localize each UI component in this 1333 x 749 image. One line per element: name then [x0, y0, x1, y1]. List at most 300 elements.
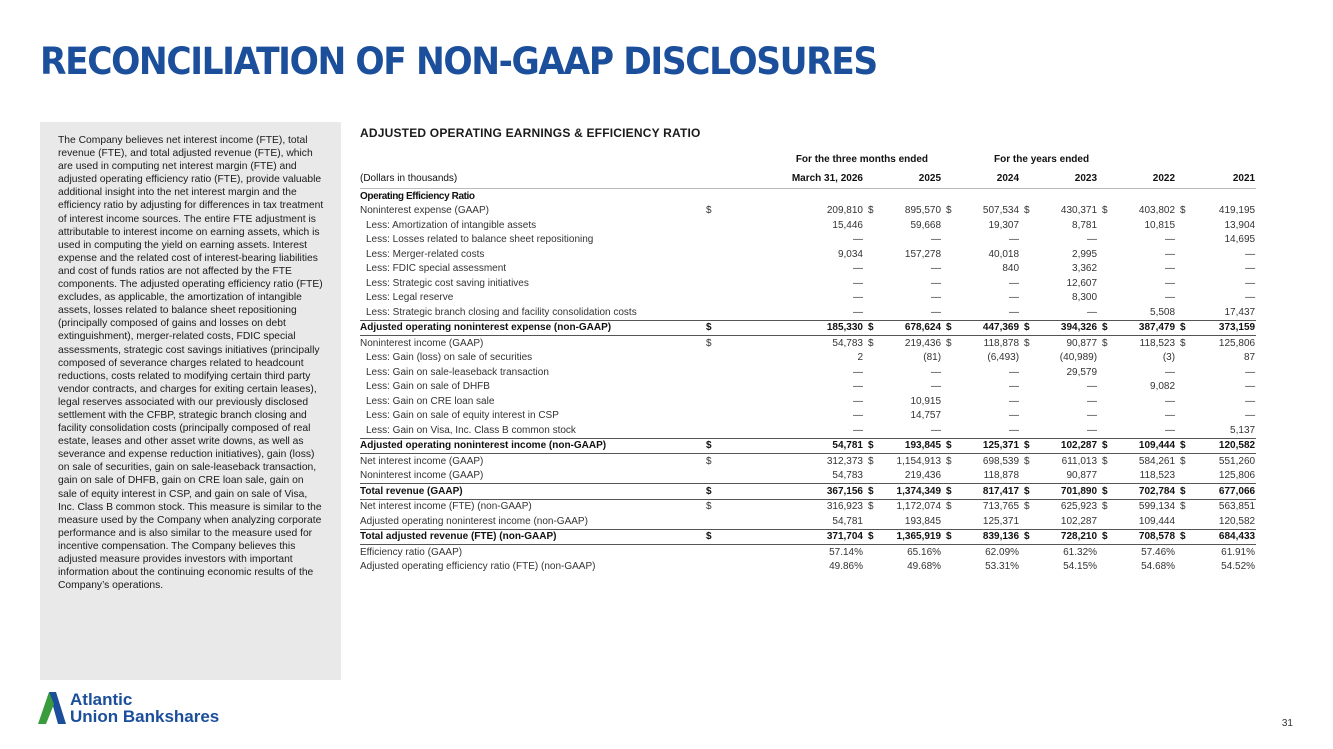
dollar-sign: $: [1102, 455, 1108, 467]
dollar-sign: [942, 233, 956, 248]
dollar-sign: $: [1098, 529, 1112, 545]
cell-value: 8,781: [1072, 219, 1098, 231]
row-label: Total adjusted revenue (FTE) (non-GAAP): [360, 529, 702, 545]
cell-value: 563,851: [1218, 501, 1256, 513]
cell-value: (40,989): [1059, 352, 1098, 364]
dollar-sign: $: [702, 320, 718, 336]
cell-value: 54.15%: [1063, 561, 1098, 573]
row-label: Adjusted operating noninterest expense (non-GAAP): [360, 320, 702, 336]
dollar-sign: [1020, 351, 1034, 366]
cell-value: 551,260: [1218, 455, 1256, 467]
cell-value: 57.46%: [1141, 546, 1176, 558]
cell-value: 371,704: [718, 529, 864, 545]
row-label: Adjusted operating noninterest income (non-GAAP): [360, 438, 702, 454]
table-row: [360, 204, 1256, 219]
dollar-sign: [942, 276, 956, 291]
dollar-sign: $: [868, 455, 874, 467]
row-label: Less: Amortization of intangible assets: [366, 219, 537, 231]
cell-value: —: [931, 263, 942, 275]
cell-value: 125,806: [1190, 469, 1256, 484]
cell-value: 13,904: [1224, 219, 1256, 231]
cell-value: 109,444: [1112, 514, 1176, 529]
cell-value: —: [956, 423, 1020, 438]
dollar-sign: [1020, 247, 1034, 262]
dollar-sign: [1020, 233, 1034, 248]
dollar-sign: [864, 560, 878, 575]
table-row: [360, 469, 1256, 484]
dollar-sign: [942, 351, 956, 366]
cell-value: 219,436: [904, 337, 942, 349]
dollar-sign: [702, 291, 718, 306]
dollar-sign: [1176, 233, 1190, 248]
row-label: Less: Merger-related costs: [366, 248, 485, 260]
dollar-sign: [702, 262, 718, 277]
table-row: [360, 365, 1256, 380]
dollar-sign: [1020, 276, 1034, 291]
cell-value: 817,417: [956, 484, 1020, 500]
dollar-sign: [1176, 409, 1190, 424]
dollar-sign: [864, 409, 878, 424]
cell-value: —: [878, 305, 942, 320]
cell-value: 2: [857, 352, 863, 364]
row-label: Less: Legal reserve: [366, 292, 454, 304]
dollar-sign: [702, 423, 718, 438]
table-row: [360, 438, 1256, 454]
cell-value: —: [956, 305, 1020, 320]
row-label: Adjusted operating noninterest income (non-GAAP): [360, 514, 702, 529]
dollar-sign: [1098, 262, 1112, 277]
dollar-sign: $: [1176, 484, 1190, 500]
column-header: March 31, 2026: [718, 168, 864, 189]
cell-value: —: [1009, 234, 1020, 246]
cell-value: —: [1245, 277, 1256, 289]
cell-value: 14,757: [910, 410, 942, 422]
cell-value: 1,365,919: [878, 529, 942, 545]
cell-value: —: [1112, 423, 1176, 438]
cell-value: —: [931, 366, 942, 378]
dollar-sign: [942, 247, 956, 262]
dollar-sign: $: [1020, 438, 1034, 454]
cell-value: 65.16%: [907, 546, 942, 558]
cell-value: 185,330: [718, 320, 864, 336]
dollar-sign: [1098, 276, 1112, 291]
dollar-sign: $: [1176, 438, 1190, 454]
cell-value: —: [1009, 381, 1020, 393]
dollar-sign: [1176, 545, 1190, 560]
dollar-sign: [1176, 247, 1190, 262]
dollar-sign: [942, 423, 956, 438]
cell-value: —: [718, 305, 864, 320]
dollar-sign: [1020, 469, 1034, 484]
dollar-sign: [702, 365, 718, 380]
dollar-sign: [1098, 247, 1112, 262]
cell-value: 120,582: [1190, 514, 1256, 529]
cell-value: 61.91%: [1221, 546, 1256, 558]
dollar-sign: [1098, 380, 1112, 395]
cell-value: 193,845: [878, 438, 942, 454]
cell-value: —: [853, 234, 863, 246]
cell-value: —: [853, 381, 863, 393]
cell-value: 54.68%: [1141, 561, 1176, 573]
dollar-sign: $: [706, 205, 712, 217]
cell-value: 90,877: [1034, 469, 1098, 484]
cell-value: —: [1245, 395, 1256, 407]
dollar-sign: $: [1020, 320, 1034, 336]
dollar-sign: [1098, 409, 1112, 424]
dollar-sign: [1020, 423, 1034, 438]
dollar-sign: [1020, 560, 1034, 575]
cell-value: (81): [923, 352, 942, 364]
row-label: Less: Gain on sale of DHFB: [366, 381, 490, 393]
row-label: Less: Losses related to balance sheet repositioning: [366, 234, 594, 246]
cell-value: 1,374,349: [878, 484, 942, 500]
dollar-sign: $: [868, 501, 874, 513]
dollar-sign: [702, 560, 718, 575]
cell-value: 29,579: [1066, 366, 1098, 378]
cell-value: —: [1245, 248, 1256, 260]
dollar-sign: $: [864, 320, 878, 336]
dollar-sign: [864, 233, 878, 248]
table-row: [360, 409, 1256, 424]
dollar-sign: $: [868, 337, 874, 349]
cell-value: 125,371: [956, 514, 1020, 529]
dollar-sign: [1098, 291, 1112, 306]
cell-value: 507,534: [982, 205, 1020, 217]
dollar-sign: [942, 469, 956, 484]
cell-value: 118,523: [1112, 469, 1176, 484]
dollar-sign: $: [942, 529, 956, 545]
cell-value: 125,806: [1218, 337, 1256, 349]
dollar-sign: $: [868, 205, 874, 217]
table-row: [360, 560, 1256, 575]
atlantic-a-logo-icon: [38, 690, 66, 726]
dollar-sign: [1098, 514, 1112, 529]
dollar-sign: $: [702, 484, 718, 500]
table-row: [360, 529, 1256, 545]
cell-value: 702,784: [1112, 484, 1176, 500]
dollar-sign: [702, 233, 718, 248]
dollar-sign: [1176, 394, 1190, 409]
dollar-sign: [1098, 545, 1112, 560]
cell-value: —: [853, 263, 863, 275]
cell-value: 54.52%: [1221, 561, 1256, 573]
dollar-sign: [1098, 365, 1112, 380]
dollar-sign: $: [1024, 205, 1030, 217]
dollar-sign: [1176, 262, 1190, 277]
cell-value: 394,326: [1034, 320, 1098, 336]
dollar-sign: [702, 514, 718, 529]
dollar-sign: $: [706, 455, 712, 467]
dollar-sign: [702, 247, 718, 262]
cell-value: —: [718, 423, 864, 438]
row-label: Less: Gain on CRE loan sale: [366, 395, 495, 407]
cell-value: 447,369: [956, 320, 1020, 336]
cell-value: —: [1165, 263, 1176, 275]
logo-line-1: Atlantic: [70, 690, 133, 709]
cell-value: 15,446: [832, 219, 863, 231]
cell-value: —: [853, 395, 863, 407]
dollar-sign: [1020, 514, 1034, 529]
sidebar-note-text: The Company believes net interest income (FTE), total revenue (FTE), and total adjusted revenue (FTE), which are used in computing net interest margin (FTE) and adjusted operating efficiency ratio (FTE), provide valuable additional insight into the net interest margin and the efficiency ratio by adjusting for differences in tax treatment of interest income sources. The entire FTE adjustment is attributable to interest income on earning assets, which is used in computing the yield on earning assets. Interest expense and the related cost of interest-bearing liabilities and cost of funds ratios are not affected by the FTE components. The adjusted operating efficiency ratio (FTE) excludes, as applicable, the amortization of intangible assets, losses related to balance sheet repositioning (principally composed of gains and losses on debt extinguishment), merger-related costs, FDIC special assessments, strategic cost savings initiatives (principally composed of severance charges related to headcount reductions, costs related to modifying certain third party vendor contracts, and charges for exiting certain leases), legal reserves associated with our previously disclosed settlement with the CFBP, strategic branch closing and facility consolidation costs (principally composed of real estate, leases and other asset write downs, as well as severance and expense reduction initiatives), gain (loss) on sale of securities, gain on sale-leaseback transaction, gain on sale of DHFB, gain on CRE loan sale, gain on sale of equity interest in CSP, and gain on sale of Visa, Inc. Class B common stock. This measure is similar to the measure used by the Company when analyzing corporate performance and is also similar to the measure used for incentive compensation. The Company believes this adjusted measure provides investors with important information about the continuing economic results of the Company’s operations.: [58, 135, 324, 592]
cell-value: 895,570: [904, 205, 942, 217]
column-header: 2023: [1034, 168, 1098, 189]
cell-value: —: [1009, 410, 1020, 422]
column-header: 2022: [1112, 168, 1176, 189]
cell-value: 9,082: [1150, 381, 1176, 393]
dollar-sign: $: [1102, 501, 1108, 513]
cell-value: 599,134: [1138, 501, 1176, 513]
dollar-sign: [1176, 276, 1190, 291]
cell-value: —: [1087, 381, 1098, 393]
dollar-sign: [1098, 560, 1112, 575]
dollar-sign: [864, 365, 878, 380]
cell-value: 316,923: [826, 501, 863, 513]
dollar-sign: $: [946, 455, 952, 467]
dollar-sign: $: [1102, 337, 1108, 349]
cell-value: —: [1165, 395, 1176, 407]
table-row: [360, 545, 1256, 560]
dollar-sign: [1098, 305, 1112, 320]
cell-value: 19,307: [988, 219, 1020, 231]
cell-value: —: [1009, 366, 1020, 378]
cell-value: —: [931, 277, 942, 289]
dollar-sign: $: [942, 484, 956, 500]
dollar-sign: [864, 291, 878, 306]
cell-value: 193,845: [878, 514, 942, 529]
dollar-sign: [1176, 514, 1190, 529]
dollar-sign: $: [1098, 438, 1112, 454]
dollar-sign: $: [1024, 501, 1030, 513]
row-label: Noninterest income (GAAP): [360, 469, 702, 484]
dollar-sign: [864, 351, 878, 366]
cell-value: 373,159: [1190, 320, 1256, 336]
table-row: [360, 380, 1256, 395]
cell-value: —: [1034, 305, 1098, 320]
row-label: Noninterest income (GAAP): [360, 337, 484, 349]
cell-value: —: [1009, 277, 1020, 289]
cell-value: 713,765: [982, 501, 1020, 513]
table-row: [360, 336, 1256, 351]
cell-value: —: [1009, 395, 1020, 407]
cell-value: —: [1087, 234, 1098, 246]
cell-value: 312,373: [826, 455, 863, 467]
cell-value: 109,444: [1112, 438, 1176, 454]
table-row: [360, 276, 1256, 291]
table-row: [360, 320, 1256, 336]
dollar-sign: [942, 291, 956, 306]
dollar-sign: [864, 514, 878, 529]
row-label: Less: Gain on Visa, Inc. Class B common stock: [360, 423, 702, 438]
cell-value: 430,371: [1060, 205, 1098, 217]
cell-value: 54,781: [718, 438, 864, 454]
row-label: Less: Strategic branch closing and facility consolidation costs: [360, 305, 702, 320]
dollar-sign: [1176, 218, 1190, 233]
logo-line-2: Union Bankshares: [70, 707, 220, 726]
table-row: [360, 247, 1256, 262]
dollar-sign: $: [864, 438, 878, 454]
cell-value: 698,539: [982, 455, 1020, 467]
cell-value: 157,278: [904, 248, 942, 260]
dollar-sign: [942, 545, 956, 560]
dollar-sign: [942, 514, 956, 529]
dollar-sign: $: [942, 438, 956, 454]
dollar-sign: $: [946, 205, 952, 217]
reconciliation-table: [360, 150, 1256, 574]
cell-value: 49.68%: [907, 561, 942, 573]
cell-value: 3,362: [1072, 263, 1098, 275]
dollar-sign: [1098, 218, 1112, 233]
cell-value: —: [1245, 410, 1256, 422]
cell-value: 54,781: [718, 514, 864, 529]
dollar-sign: [702, 305, 718, 320]
section-label: Operating Efficiency Ratio: [360, 190, 475, 202]
row-label: Less: Strategic cost saving initiatives: [366, 277, 529, 289]
cell-value: 10,915: [910, 395, 942, 407]
dollar-sign: [864, 545, 878, 560]
dollar-sign: [1020, 394, 1034, 409]
cell-value: —: [878, 423, 942, 438]
table-row: [360, 291, 1256, 306]
cell-value: 584,261: [1138, 455, 1176, 467]
dollar-sign: [942, 560, 956, 575]
dollar-sign: $: [1020, 529, 1034, 545]
column-header: 2024: [956, 168, 1020, 189]
cell-value: (6,493): [987, 352, 1020, 364]
cell-value: 403,802: [1138, 205, 1176, 217]
cell-value: 125,371: [956, 438, 1020, 454]
dollar-sign: $: [1180, 501, 1186, 513]
cell-value: 2,995: [1072, 248, 1098, 260]
dollar-sign: [1098, 351, 1112, 366]
table-row: [360, 514, 1256, 529]
cell-value: 5,508: [1112, 305, 1176, 320]
dollar-sign: $: [1180, 205, 1186, 217]
cell-value: 10,815: [1144, 219, 1176, 231]
dollar-sign: $: [706, 337, 712, 349]
page-title: RECONCILIATION OF NON-GAAP DISCLOSURES: [40, 40, 877, 83]
cell-value: (3): [1162, 352, 1176, 364]
cell-value: 61.32%: [1063, 546, 1098, 558]
row-label: Net interest income (GAAP): [360, 455, 484, 467]
row-label: Less: FDIC special assessment: [366, 263, 507, 275]
dollar-sign: [702, 276, 718, 291]
dollar-sign: [1098, 423, 1112, 438]
cell-value: 17,437: [1190, 305, 1256, 320]
cell-value: —: [1245, 263, 1256, 275]
table-row: [360, 454, 1256, 469]
sidebar-note: [40, 122, 341, 680]
row-label: Total revenue (GAAP): [360, 484, 702, 500]
cell-value: 625,923: [1060, 501, 1098, 513]
cell-value: 118,523: [1139, 337, 1176, 349]
cell-value: 611,013: [1061, 455, 1098, 467]
cell-value: —: [853, 292, 863, 304]
row-label: Less: Gain (loss) on sale of securities: [366, 352, 533, 364]
table-row: [360, 351, 1256, 366]
dollar-sign: $: [702, 529, 718, 545]
cell-value: 419,195: [1218, 205, 1256, 217]
cell-value: 367,156: [718, 484, 864, 500]
cell-value: —: [853, 366, 863, 378]
dollar-sign: [1020, 365, 1034, 380]
cell-value: 840: [1002, 263, 1020, 275]
company-logo: [38, 690, 219, 726]
dollar-sign: [1020, 262, 1034, 277]
cell-value: 1,154,913: [896, 455, 942, 467]
dollar-sign: [864, 218, 878, 233]
group-header-row: [360, 150, 1256, 168]
cell-value: —: [1087, 410, 1098, 422]
dollar-sign: [1020, 291, 1034, 306]
table-row: [360, 484, 1256, 500]
cell-value: —: [853, 410, 863, 422]
cell-value: 9,034: [837, 248, 863, 260]
dollar-sign: $: [1176, 320, 1190, 336]
dollar-sign: [942, 380, 956, 395]
table-row: [360, 233, 1256, 248]
dollar-sign: [1020, 218, 1034, 233]
dollar-sign: [864, 423, 878, 438]
logo-wordmark: [70, 691, 219, 725]
cell-value: —: [1165, 277, 1176, 289]
dollar-sign: [702, 545, 718, 560]
row-label: Less: Gain on sale-leaseback transaction: [366, 366, 549, 378]
cell-value: 102,287: [1034, 514, 1098, 529]
cell-value: 102,287: [1034, 438, 1098, 454]
cell-value: 54,783: [718, 469, 864, 484]
cell-value: 54,783: [832, 337, 863, 349]
dollar-sign: $: [1098, 484, 1112, 500]
dollar-sign: $: [1024, 337, 1030, 349]
cell-value: 118,878: [956, 469, 1020, 484]
table-row: [360, 499, 1256, 514]
cell-value: —: [1165, 234, 1176, 246]
dollar-sign: [702, 409, 718, 424]
dollar-sign: [1176, 291, 1190, 306]
group-header-years: For the years ended: [994, 153, 1090, 165]
dollar-sign: [942, 409, 956, 424]
dollar-sign: $: [1180, 455, 1186, 467]
cell-value: —: [1009, 292, 1020, 304]
dollar-sign: [1020, 305, 1034, 320]
dollar-sign: $: [1176, 529, 1190, 545]
cell-value: —: [1165, 366, 1176, 378]
cell-value: 120,582: [1190, 438, 1256, 454]
cell-value: 118,878: [983, 337, 1020, 349]
table-row: [360, 423, 1256, 438]
table-section-title: ADJUSTED OPERATING EARNINGS & EFFICIENCY RATIO: [360, 126, 701, 140]
dollar-sign: $: [1102, 205, 1108, 217]
dollar-sign: [1176, 469, 1190, 484]
cell-value: 839,136: [956, 529, 1020, 545]
table-row: [360, 394, 1256, 409]
cell-value: —: [853, 277, 863, 289]
cell-value: 5,137: [1190, 423, 1256, 438]
dollar-sign: [942, 365, 956, 380]
dollar-sign: [1020, 409, 1034, 424]
table-row: [360, 305, 1256, 320]
cell-value: —: [1165, 292, 1176, 304]
cell-value: —: [1245, 366, 1256, 378]
dollar-sign: [864, 262, 878, 277]
dollar-sign: $: [1098, 320, 1112, 336]
row-label: Less: Gain on sale of equity interest in CSP: [366, 410, 559, 422]
row-label: Noninterest expense (GAAP): [360, 205, 489, 217]
dollar-sign: [702, 218, 718, 233]
dollar-sign: [942, 218, 956, 233]
cell-value: 49.86%: [829, 561, 863, 573]
dollar-sign: $: [946, 337, 952, 349]
